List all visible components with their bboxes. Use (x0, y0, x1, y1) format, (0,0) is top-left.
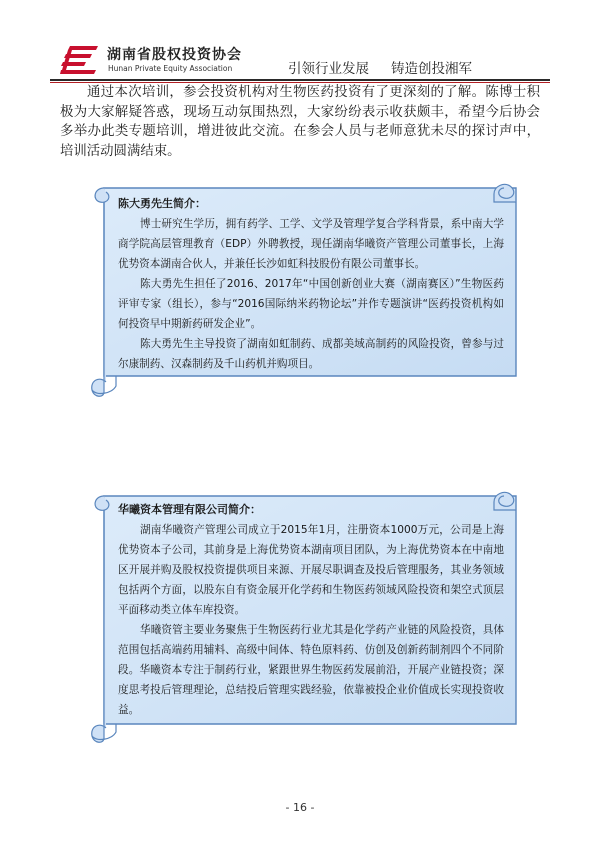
org-name-en: Hunan Private Equity Association (108, 64, 233, 73)
association-logo-icon (60, 44, 100, 76)
header-rule (50, 79, 550, 81)
header-slogan (288, 57, 472, 77)
slogan-right: 铸造创投湘军 (391, 61, 472, 77)
bio-content (118, 194, 504, 374)
company-content (118, 500, 504, 720)
company-scroll-box (86, 488, 524, 746)
page-number: - 16 - (285, 801, 315, 814)
page-header (0, 0, 600, 80)
org-name-cn: 湖南省股权投资协会 (107, 47, 242, 63)
company-paragraph: 华曦资管主要业务聚焦于生物医药行业尤其是化学药产业链的风险投资，具体范围包括高端药用辅料、高级中间体、特色原料药、仿创及创新药制剂四个不同阶段。华曦资本专注于制药行业，紧跟世界生物医药发展前沿，开展产业链投资；深度思考投后管理理论，总结投后管理实践经验，依靠被投企业价值成长实现投资收益。 (118, 624, 504, 716)
bio-paragraph: 陈大勇先生担任了2016、2017年“中国创新创业大赛（湖南赛区）”生物医药评审专家（组长），参与“2016国际纳米药物论坛”并作专题演讲“医药投资机构如何投资早中期新药研发企业”。 (118, 278, 504, 330)
bio-title: 陈大勇先生简介： (118, 197, 206, 210)
company-paragraph: 湖南华曦资产管理公司成立于2015年1月，注册资本1000万元，公司是上海优势资本子公司，其前身是上海优势资本湖南项目团队，为上海优势资本在中南地区开展并购及股权投资提供项目来源、开展尽职调查及投后管理服务，其业务领域包括两个方面，以股东自有资金展开化学药和生物医药领域风险投资和架空式顶层平面移动类立体车库投资。 (118, 524, 504, 616)
bio-paragraph: 陈大勇先生主导投资了湖南如虹制药、成都美域高制药的风险投资，曾参与过尔康制药、汉森制药及千山药机并购项目。 (118, 338, 504, 370)
slogan-left: 引领行业发展 (288, 61, 369, 77)
bio-paragraph: 博士研究生学历，拥有药学、工学、文学及管理学复合学科背景，系中南大学商学院高层管理教育（EDP）外聘教授，现任湖南华曦资产管理公司董事长，上海优势资本湖南合伙人，并兼任长沙如虹科技股份有限公司董事长。 (118, 218, 504, 270)
bio-scroll-box (86, 180, 524, 400)
company-title: 华曦资本管理有限公司简介： (118, 503, 261, 516)
intro-paragraph: 通过本次培训，参会投资机构对生物医药投资有了更深刻的了解。陈博士积极为大家解疑答惑，现场互动氛围热烈，大家纷纷表示收获颇丰，希望今后协会多举办此类专题培训，增进彼此交流。在参会人员与老师意犹未尽的探讨声中，培训活动圆满结束。 (60, 85, 540, 159)
